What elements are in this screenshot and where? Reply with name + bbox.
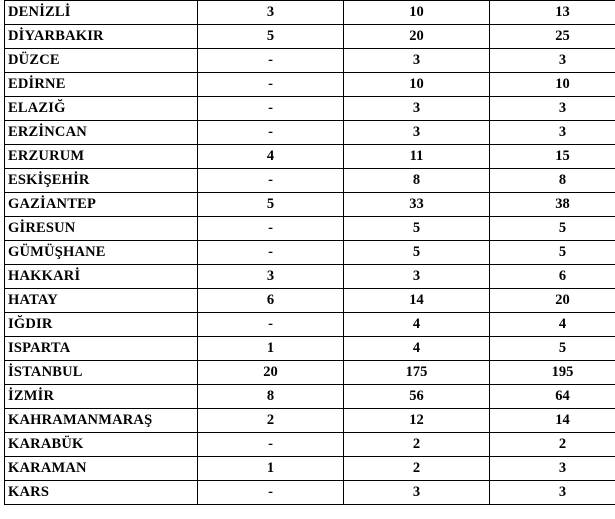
province-name-cell: EDİRNE [5, 73, 198, 97]
value-cell-3: 6 [490, 265, 615, 289]
value-cell-3: 64 [490, 385, 615, 409]
province-name-cell: ISPARTA [5, 337, 198, 361]
value-cell-2: 3 [344, 49, 490, 73]
value-cell-1: - [198, 49, 344, 73]
value-cell-3: 20 [490, 289, 615, 313]
value-cell-1: 1 [198, 337, 344, 361]
value-cell-3: 8 [490, 169, 615, 193]
value-cell-1: 3 [198, 265, 344, 289]
value-cell-1: 8 [198, 385, 344, 409]
table-row [5, 193, 615, 217]
value-cell-2: 12 [344, 409, 490, 433]
value-cell-3: 3 [490, 481, 615, 505]
table-row [5, 289, 615, 313]
value-cell-3: 5 [490, 241, 615, 265]
value-cell-2: 11 [344, 145, 490, 169]
value-cell-1: - [198, 121, 344, 145]
table-row [5, 433, 615, 457]
value-cell-3: 13 [490, 1, 615, 25]
value-cell-3: 5 [490, 337, 615, 361]
table-row [5, 337, 615, 361]
value-cell-1: - [198, 241, 344, 265]
value-cell-1: - [198, 481, 344, 505]
province-name-cell: GÜMÜŞHANE [5, 241, 198, 265]
table-row [5, 265, 615, 289]
province-name-cell: GİRESUN [5, 217, 198, 241]
value-cell-3: 3 [490, 49, 615, 73]
value-cell-3: 3 [490, 457, 615, 481]
value-cell-2: 20 [344, 25, 490, 49]
province-name-cell: HAKKARİ [5, 265, 198, 289]
value-cell-1: 4 [198, 145, 344, 169]
table-row [5, 241, 615, 265]
table-row [5, 217, 615, 241]
value-cell-2: 4 [344, 313, 490, 337]
value-cell-3: 14 [490, 409, 615, 433]
value-cell-2: 175 [344, 361, 490, 385]
province-name-cell: İZMİR [5, 385, 198, 409]
value-cell-2: 5 [344, 217, 490, 241]
value-cell-1: 3 [198, 1, 344, 25]
value-cell-1: - [198, 433, 344, 457]
value-cell-3: 25 [490, 25, 615, 49]
province-name-cell: KAHRAMANMARAŞ [5, 409, 198, 433]
value-cell-3: 4 [490, 313, 615, 337]
value-cell-3: 15 [490, 145, 615, 169]
table-row [5, 361, 615, 385]
value-cell-2: 56 [344, 385, 490, 409]
province-data-table [4, 0, 615, 505]
value-cell-1: - [198, 73, 344, 97]
table-row [5, 385, 615, 409]
value-cell-2: 5 [344, 241, 490, 265]
value-cell-3: 3 [490, 121, 615, 145]
value-cell-1: 5 [198, 25, 344, 49]
value-cell-1: - [198, 169, 344, 193]
value-cell-3: 38 [490, 193, 615, 217]
table-row [5, 481, 615, 505]
table-row [5, 97, 615, 121]
table-row [5, 1, 615, 25]
province-name-cell: ERZİNCAN [5, 121, 198, 145]
value-cell-1: 2 [198, 409, 344, 433]
value-cell-1: 20 [198, 361, 344, 385]
table-row [5, 169, 615, 193]
table-row [5, 121, 615, 145]
value-cell-2: 3 [344, 97, 490, 121]
province-name-cell: İSTANBUL [5, 361, 198, 385]
table-row [5, 313, 615, 337]
value-cell-2: 10 [344, 73, 490, 97]
province-name-cell: KARAMAN [5, 457, 198, 481]
value-cell-2: 4 [344, 337, 490, 361]
table-row [5, 73, 615, 97]
value-cell-2: 33 [344, 193, 490, 217]
table-row [5, 145, 615, 169]
value-cell-1: - [198, 97, 344, 121]
province-name-cell: GAZİANTEP [5, 193, 198, 217]
value-cell-2: 8 [344, 169, 490, 193]
province-name-cell: ELAZIĞ [5, 97, 198, 121]
value-cell-2: 14 [344, 289, 490, 313]
province-name-cell: ESKİŞEHİR [5, 169, 198, 193]
value-cell-2: 3 [344, 121, 490, 145]
value-cell-3: 195 [490, 361, 615, 385]
table-row [5, 25, 615, 49]
value-cell-1: 5 [198, 193, 344, 217]
province-name-cell: DİYARBAKIR [5, 25, 198, 49]
table-body [5, 1, 615, 505]
province-name-cell: KARABÜK [5, 433, 198, 457]
table-row [5, 49, 615, 73]
province-name-cell: DÜZCE [5, 49, 198, 73]
table-row [5, 409, 615, 433]
value-cell-1: - [198, 217, 344, 241]
province-name-cell: ERZURUM [5, 145, 198, 169]
value-cell-2: 2 [344, 457, 490, 481]
value-cell-1: 1 [198, 457, 344, 481]
value-cell-2: 10 [344, 1, 490, 25]
value-cell-3: 2 [490, 433, 615, 457]
province-name-cell: KARS [5, 481, 198, 505]
province-name-cell: HATAY [5, 289, 198, 313]
table-row [5, 457, 615, 481]
province-name-cell: IĞDIR [5, 313, 198, 337]
value-cell-3: 5 [490, 217, 615, 241]
value-cell-1: 6 [198, 289, 344, 313]
province-name-cell: DENİZLİ [5, 1, 198, 25]
value-cell-2: 2 [344, 433, 490, 457]
value-cell-2: 3 [344, 481, 490, 505]
value-cell-3: 10 [490, 73, 615, 97]
value-cell-2: 3 [344, 265, 490, 289]
value-cell-1: - [198, 313, 344, 337]
value-cell-3: 3 [490, 97, 615, 121]
